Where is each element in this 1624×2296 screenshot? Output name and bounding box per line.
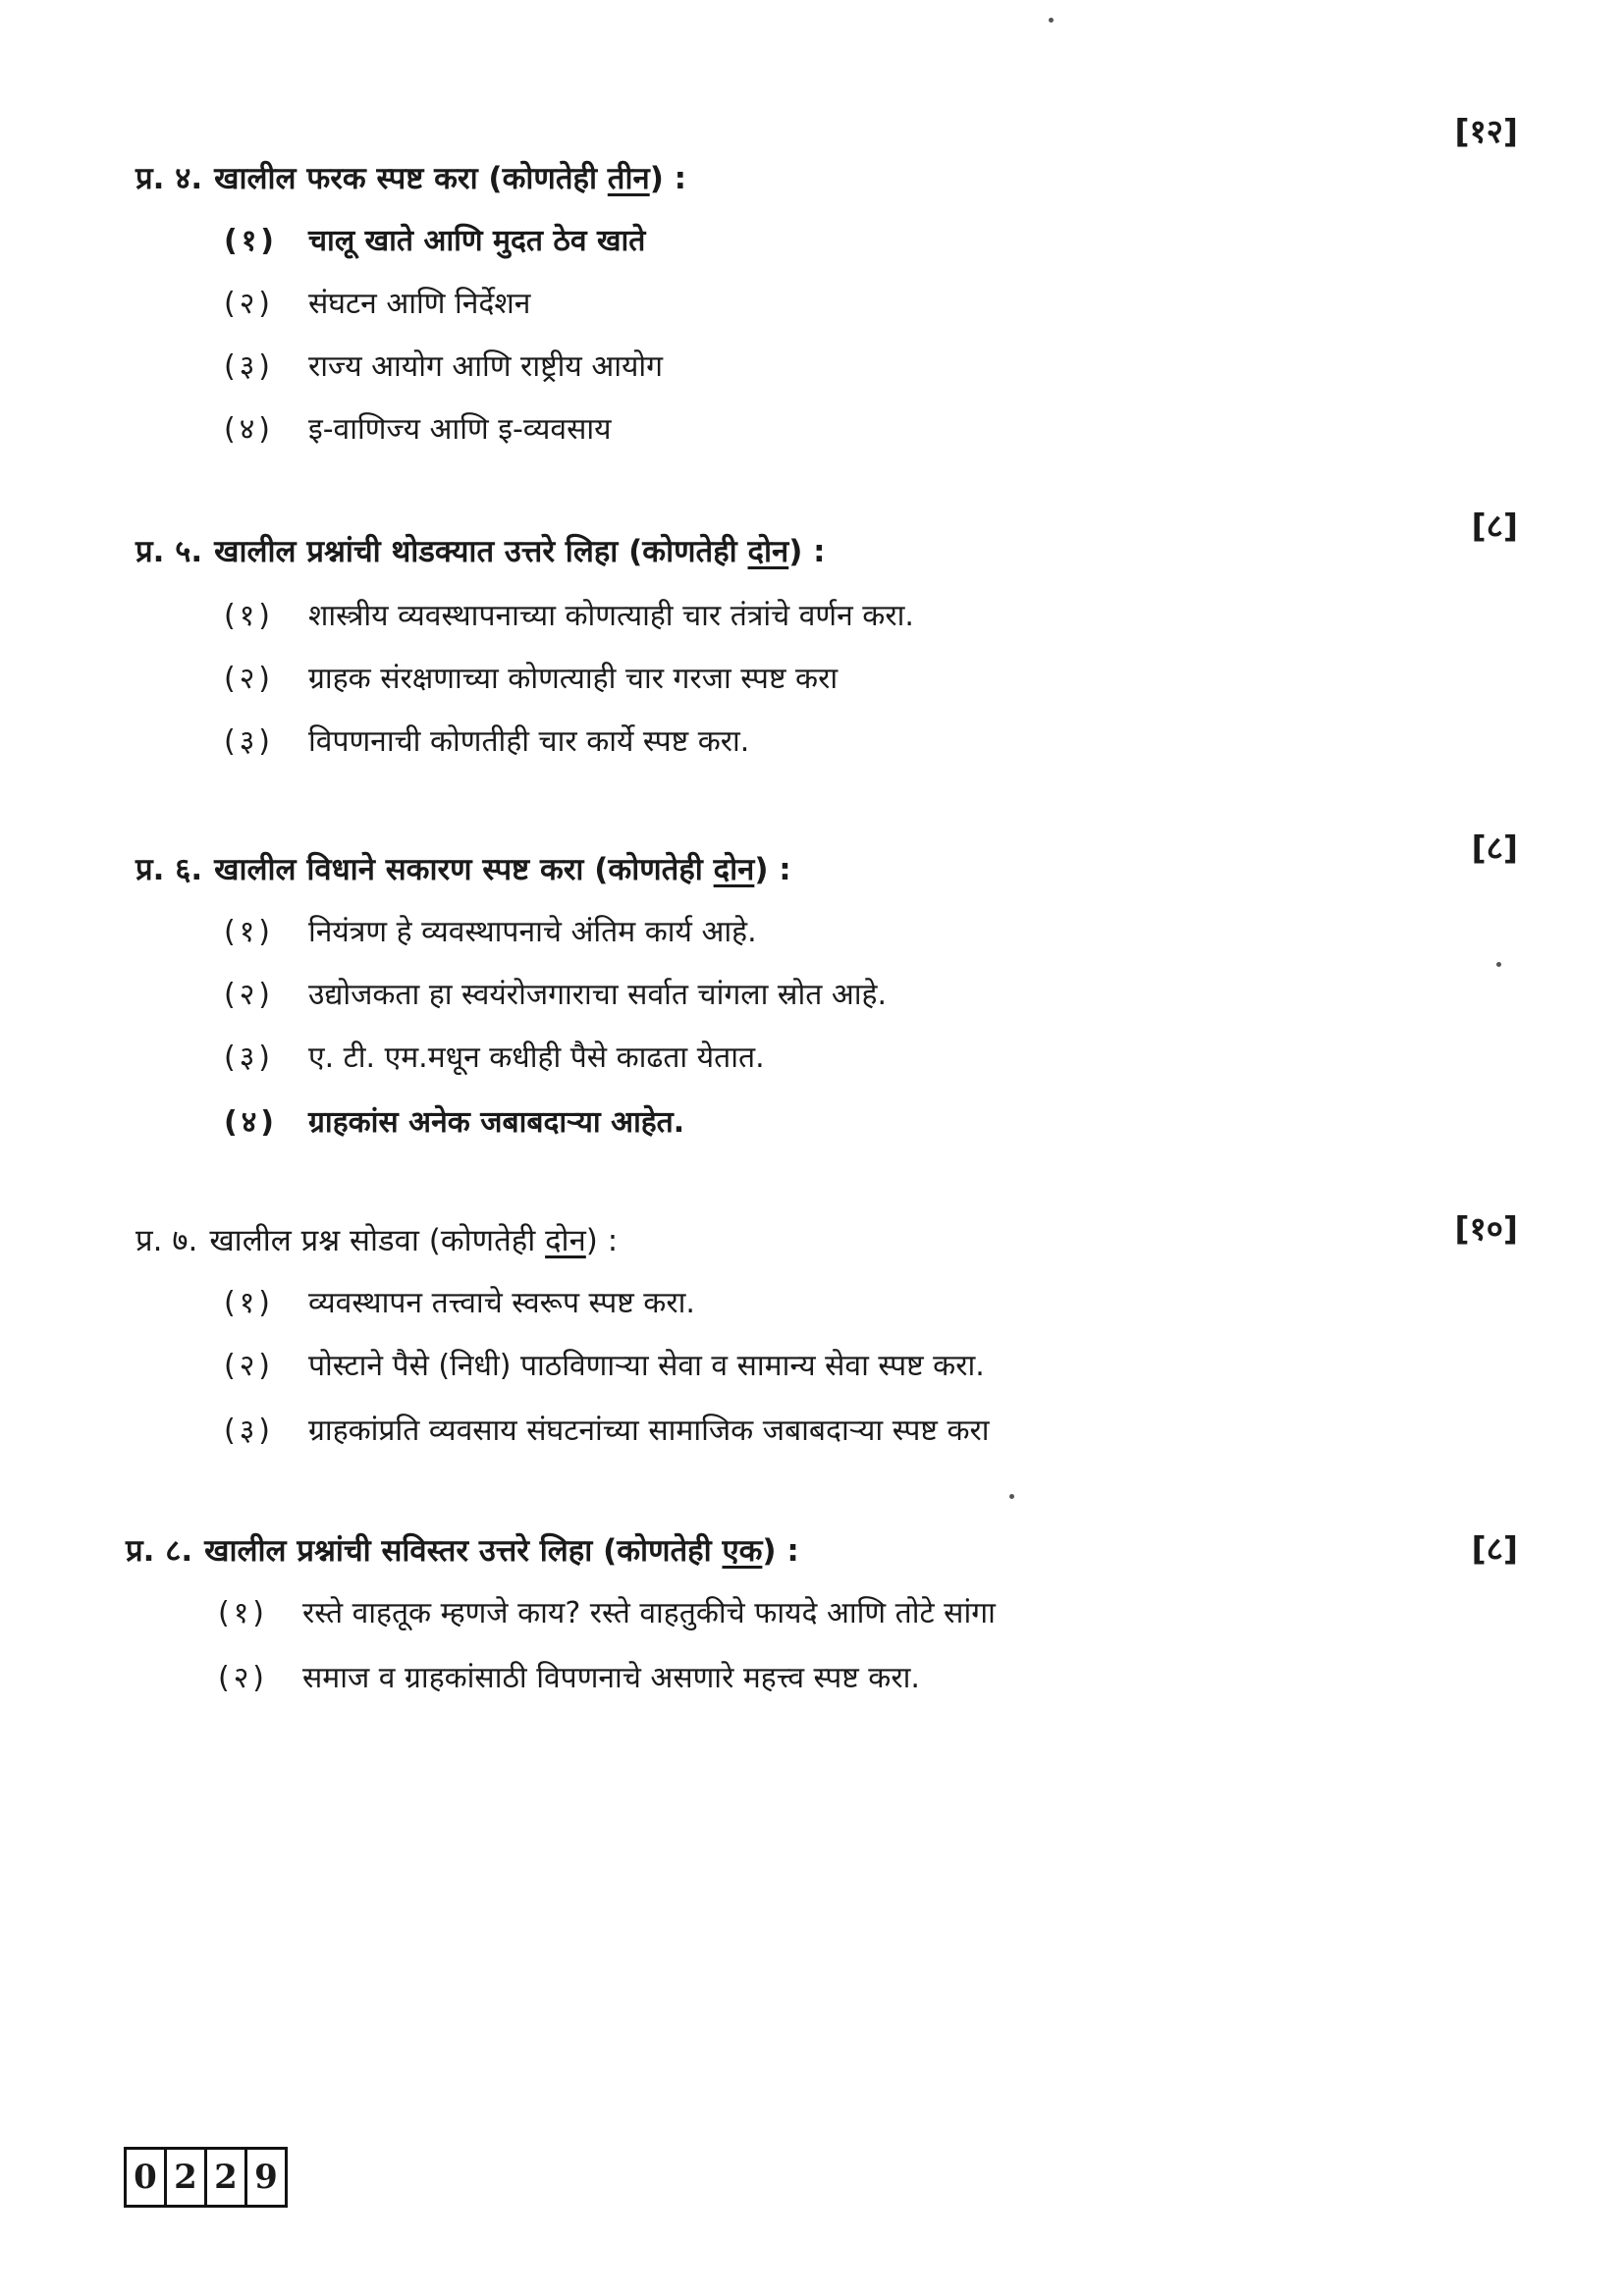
sub-question-number: (२) (224, 662, 275, 696)
sub-question-number: (१) (218, 1596, 269, 1630)
question-suffix: ) : (585, 1223, 619, 1258)
question-number: प्र. ७. (135, 1223, 198, 1258)
sub-question-number: (३) (224, 1414, 275, 1448)
sub-question (224, 597, 914, 636)
question-suffix: ) : (788, 534, 826, 569)
sub-question-number: (२) (224, 1349, 275, 1383)
sub-question-text: विपणनाची कोणतीही चार कार्ये स्पष्ट करा. (308, 724, 750, 759)
sub-question-text: संघटन आणि निर्देशन (308, 287, 531, 321)
question-heading (135, 159, 686, 198)
sub-question (224, 660, 838, 699)
sub-question-number: (२) (224, 978, 275, 1012)
sub-question-text: ए. टी. एम.मधून कधीही पैसे काढता येतात. (308, 1041, 765, 1075)
sub-question-number: (२) (224, 287, 275, 321)
question-heading (126, 1531, 799, 1571)
sub-question-number: (३) (224, 724, 275, 759)
sub-question-text: ग्राहकांप्रति व्यवसाय संघटनांच्या सामाजिक जबाबदाऱ्या स्पष्ट करा (308, 1414, 990, 1448)
sub-question (218, 1659, 920, 1698)
sub-question (224, 1347, 985, 1386)
question-suffix: ) : (762, 1533, 799, 1569)
question-choice: तीन (607, 161, 650, 196)
sub-question-number: (१) (224, 224, 279, 258)
sub-question (224, 913, 757, 952)
sub-question-number: (२) (218, 1661, 269, 1695)
sub-question-text: शास्त्रीय व्यवस्थापनाच्या कोणत्याही चार तंत्रांचे वर्णन करा. (308, 599, 914, 633)
question-choice: दोन (545, 1223, 586, 1258)
sub-question-text: समाज व ग्राहकांसाठी विपणनाचे असणारे महत्त्व स्पष्ट करा. (302, 1661, 920, 1695)
sub-question-number: (३) (224, 349, 275, 384)
question-choice: दोन (713, 852, 755, 887)
sub-question-text: व्यवस्थापन तत्त्वाचे स्वरूप स्पष्ट करा. (308, 1286, 695, 1320)
question-marks: [१२] (1454, 112, 1518, 150)
question-choice: दोन (747, 534, 789, 569)
sub-question (224, 976, 887, 1015)
question-instruction: खालील विधाने सकारण स्पष्ट करा (कोणतेही (214, 852, 714, 887)
sub-question (224, 1284, 695, 1323)
sub-question-number: (१) (224, 599, 275, 633)
sub-question (224, 347, 663, 387)
question-number: प्र. ४. (135, 161, 203, 196)
sub-question-text: उद्योजकता हा स्वयंरोजगाराचा सर्वात चांगला स्रोत आहे. (308, 978, 887, 1012)
sub-question-text: रस्ते वाहतूक म्हणजे काय? रस्ते वाहतुकीचे फायदे आणि तोटे सांगा (302, 1596, 996, 1630)
question-suffix: ) : (649, 161, 687, 196)
sub-question (224, 1039, 765, 1078)
question-heading (135, 532, 826, 571)
sub-question (224, 722, 749, 762)
question-marks: [८] (1471, 1529, 1518, 1568)
sub-question-number: (४) (224, 1105, 279, 1140)
sub-question (224, 410, 612, 450)
sub-question (224, 1412, 990, 1451)
question-heading (135, 1221, 618, 1260)
question-marks: [१०] (1454, 1209, 1518, 1248)
paper-code-digit: 0 (127, 2150, 167, 2205)
sub-question (218, 1594, 996, 1633)
scan-speck (1496, 962, 1501, 967)
sub-question-number: (३) (224, 1041, 275, 1075)
paper-code-box (124, 2147, 288, 2208)
sub-question-number: (१) (224, 1286, 275, 1320)
sub-question-text: चालू खाते आणि मुदत ठेव खाते (308, 224, 646, 258)
question-choice: एक (722, 1533, 763, 1569)
scan-speck (1009, 1494, 1014, 1499)
question-instruction: खालील फरक स्पष्ट करा (कोणतेही (214, 161, 608, 196)
question-marks: [८] (1471, 507, 1518, 545)
sub-question-number: (१) (224, 915, 275, 949)
sub-question-text: पोस्टाने पैसे (निधी) पाठविणाऱ्या सेवा व सामान्य सेवा स्पष्ट करा. (308, 1349, 985, 1383)
sub-question-number: (४) (224, 412, 275, 447)
sub-question-text: ग्राहकांस अनेक जबाबदाऱ्या आहेत. (308, 1105, 685, 1140)
question-instruction: खालील प्रश्न सोडवा (कोणतेही (209, 1223, 546, 1258)
question-heading (135, 850, 791, 889)
question-instruction: खालील प्रश्नांची सविस्तर उत्तरे लिहा (कोणतेही (204, 1533, 723, 1569)
paper-code-digit: 2 (207, 2150, 247, 2205)
sub-question-text: नियंत्रण हे व्यवस्थापनाचे अंतिम कार्य आहे. (308, 915, 757, 949)
scan-speck (1049, 18, 1054, 23)
sub-question-text: ग्राहक संरक्षणाच्या कोणत्याही चार गरजा स्पष्ट करा (308, 662, 839, 696)
question-number: प्र. ८. (126, 1533, 193, 1569)
question-instruction: खालील प्रश्नांची थोडक्यात उत्तरे लिहा (कोणतेही (214, 534, 748, 569)
question-number: प्र. ६. (135, 852, 203, 887)
question-suffix: ) : (754, 852, 791, 887)
sub-question (224, 1103, 684, 1143)
question-number: प्र. ५. (135, 534, 203, 569)
sub-question-text: इ-वाणिज्य आणि इ-व्यवसाय (308, 412, 612, 447)
sub-question-text: राज्य आयोग आणि राष्ट्रीय आयोग (308, 349, 664, 384)
paper-code-digit: 2 (167, 2150, 207, 2205)
paper-code-digit: 9 (254, 2158, 278, 2197)
sub-question (224, 222, 645, 261)
sub-question (224, 285, 530, 324)
question-marks: [८] (1471, 828, 1518, 867)
